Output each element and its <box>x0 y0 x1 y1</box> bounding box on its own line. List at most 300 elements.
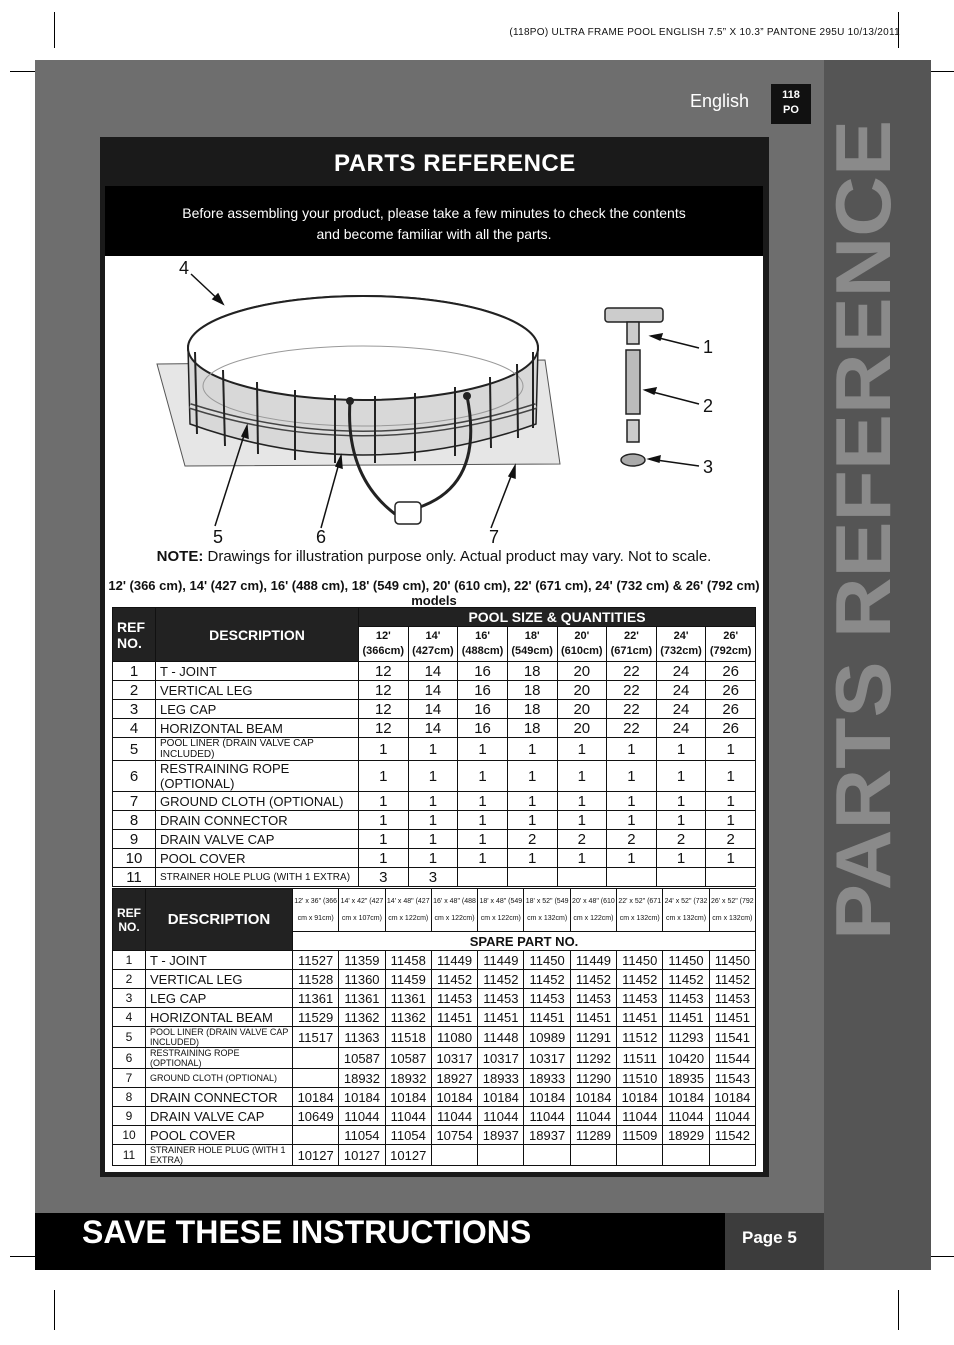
ref-cell: 5 <box>113 738 156 761</box>
description-cell: HORIZONTAL BEAM <box>146 1008 293 1027</box>
quantity-cell: 1 <box>557 811 607 830</box>
print-slug: (118PO) ULTRA FRAME POOL ENGLISH 7.5” X 10.3” PANTONE 295U 10/13/2011 <box>509 27 900 38</box>
size-line2: cm x 122cm) <box>388 915 429 922</box>
quantity-cell: 1 <box>458 849 508 868</box>
part-number-cell: 18932 <box>385 1069 431 1088</box>
part-number-cell: 11544 <box>709 1048 755 1069</box>
part-number-cell: 11511 <box>617 1048 663 1069</box>
part-number-cell: 11044 <box>524 1107 570 1126</box>
description-cell: RESTRAINING ROPE (OPTIONAL) <box>156 761 359 792</box>
part-number-cell: 11543 <box>709 1069 755 1088</box>
part-number-cell: 10989 <box>524 1027 570 1048</box>
size-ft: 22' <box>624 630 639 642</box>
quantity-cell: 16 <box>458 719 508 738</box>
quantity-cell: 20 <box>557 700 607 719</box>
part-number-cell: 11529 <box>293 1008 339 1027</box>
quantity-cell: 12 <box>359 681 409 700</box>
quantity-cell: 22 <box>607 681 657 700</box>
table-row <box>113 761 756 792</box>
quantity-cell: 2 <box>656 830 706 849</box>
pool-size-header: POOL SIZE & QUANTITIES <box>359 608 756 627</box>
size-ft: 20' <box>574 630 590 642</box>
quantity-cell: 18 <box>507 681 557 700</box>
quantity-cell <box>607 868 657 887</box>
size-line1: 14' x 42" (427 <box>340 898 384 905</box>
pool-size-column-header <box>557 627 607 662</box>
ref-cell: 7 <box>113 1069 146 1088</box>
size-line1: 18' x 52" (549 <box>525 898 569 905</box>
part-number-cell: 11450 <box>617 951 663 970</box>
part-number-cell: 11360 <box>339 970 385 989</box>
part-number-cell: 18929 <box>663 1126 709 1145</box>
quantity-cell: 1 <box>557 849 607 868</box>
quantity-cell: 14 <box>408 662 458 681</box>
language-label: English <box>690 91 750 111</box>
part-number-cell: 11451 <box>709 1008 755 1027</box>
part-number-cell <box>293 1069 339 1088</box>
part-number-cell: 11453 <box>524 989 570 1008</box>
part-number-cell: 11452 <box>431 970 477 989</box>
quantity-cell: 1 <box>359 811 409 830</box>
table-row <box>113 970 756 989</box>
quantity-cell: 1 <box>706 738 756 761</box>
quantity-cell: 1 <box>607 811 657 830</box>
quantity-cell: 26 <box>706 662 756 681</box>
size-line1: 18' x 48" (549 <box>479 898 523 905</box>
quantity-cell: 18 <box>507 700 557 719</box>
part-number-cell: 10184 <box>431 1088 477 1107</box>
quantity-cell: 1 <box>557 792 607 811</box>
quantity-cell: 1 <box>706 792 756 811</box>
table-row <box>113 738 756 761</box>
description-header: DESCRIPTION <box>156 608 359 662</box>
note-text: Drawings for illustration purpose only. Actual product may vary. Not to scale. <box>203 548 712 565</box>
quantity-cell: 16 <box>458 700 508 719</box>
quantity-cell <box>507 868 557 887</box>
part-number-cell: 11359 <box>339 951 385 970</box>
part-number-cell: 11452 <box>478 970 524 989</box>
quantity-cell: 24 <box>656 719 706 738</box>
table-row <box>113 830 756 849</box>
description-cell: POOL LINER (DRAIN VALVE CAP INCLUDED) <box>156 738 359 761</box>
part-number-cell: 10184 <box>524 1088 570 1107</box>
ref-cell: 2 <box>113 970 146 989</box>
quantity-cell: 24 <box>656 681 706 700</box>
quantity-cell: 1 <box>507 738 557 761</box>
ref-cell: 10 <box>113 1126 146 1145</box>
quantity-cell <box>656 868 706 887</box>
note <box>105 548 763 565</box>
description-cell: T - JOINT <box>146 951 293 970</box>
ref-header: REF NO. <box>113 608 156 662</box>
quantity-cell: 26 <box>706 719 756 738</box>
part-number-cell: 11528 <box>293 970 339 989</box>
table-row <box>113 989 756 1008</box>
size-ft: 26' <box>723 630 739 642</box>
description-cell: POOL COVER <box>146 1126 293 1145</box>
callout-5: 5 <box>213 527 224 547</box>
quantity-cell: 1 <box>408 811 458 830</box>
part-number-cell: 10127 <box>385 1145 431 1166</box>
part-number-cell: 11044 <box>617 1107 663 1126</box>
side-title <box>819 120 912 940</box>
part-number-cell <box>524 1145 570 1166</box>
part-number-cell: 10649 <box>293 1107 339 1126</box>
size-line1: 14' x 48" (427 <box>386 898 430 905</box>
part-number-cell: 11450 <box>709 951 755 970</box>
part-number-cell: 10754 <box>431 1126 477 1145</box>
quantity-cell: 14 <box>408 700 458 719</box>
quantity-cell: 1 <box>458 792 508 811</box>
size-line1: 26' x 52" (792 <box>710 898 754 905</box>
badge-line2: PO <box>783 104 799 116</box>
part-number-cell <box>478 1145 524 1166</box>
part-number-cell: 11453 <box>478 989 524 1008</box>
quantity-cell: 20 <box>557 681 607 700</box>
description-cell: HORIZONTAL BEAM <box>156 719 359 738</box>
part-number-cell: 11512 <box>617 1027 663 1048</box>
quantity-cell: 1 <box>607 792 657 811</box>
table-row <box>113 951 756 970</box>
description-cell: DRAIN CONNECTOR <box>156 811 359 830</box>
part-number-cell: 11453 <box>663 989 709 1008</box>
size-line1: 20' x 48" (610 <box>572 898 615 905</box>
quantity-cell: 1 <box>359 738 409 761</box>
part-number-cell: 11451 <box>478 1008 524 1027</box>
description-cell: LEG CAP <box>146 989 293 1008</box>
section-title: PARTS REFERENCE <box>334 150 576 177</box>
description-cell: T - JOINT <box>156 662 359 681</box>
size-line2: cm x 132cm) <box>712 915 753 922</box>
quantity-cell: 1 <box>507 792 557 811</box>
quantity-cell: 16 <box>458 681 508 700</box>
quantity-cell <box>706 868 756 887</box>
pool-size-column-header <box>709 889 755 932</box>
quantity-cell: 16 <box>458 662 508 681</box>
part-number-cell <box>431 1145 477 1166</box>
size-line2: cm x 132cm) <box>619 915 660 922</box>
quantity-cell: 2 <box>507 830 557 849</box>
size-ft: 16' <box>475 630 490 642</box>
quantity-cell: 1 <box>656 738 706 761</box>
part-number-cell: 10317 <box>478 1048 524 1069</box>
quantity-cell: 1 <box>359 830 409 849</box>
size-cm: (488cm) <box>461 645 504 657</box>
part-number-cell: 11054 <box>385 1126 431 1145</box>
quantities-table <box>112 607 756 887</box>
quantity-cell: 1 <box>458 811 508 830</box>
part-number-cell: 11451 <box>663 1008 709 1027</box>
callout-2: 2 <box>703 396 714 416</box>
table-row <box>113 1126 756 1145</box>
pump-icon <box>395 502 421 524</box>
size-ft: 24' <box>673 630 689 642</box>
quantity-cell: 1 <box>507 761 557 792</box>
part-number-cell: 18933 <box>478 1069 524 1088</box>
part-number-cell <box>293 1126 339 1145</box>
quantity-cell: 2 <box>706 830 756 849</box>
quantity-cell: 12 <box>359 700 409 719</box>
part-number-cell: 11518 <box>385 1027 431 1048</box>
ref-cell: 1 <box>113 662 156 681</box>
pool-size-column-header <box>507 627 557 662</box>
quantity-cell: 1 <box>557 738 607 761</box>
part-number-cell: 11451 <box>524 1008 570 1027</box>
ref-cell: 8 <box>113 1088 146 1107</box>
size-line2: cm x 91cm) <box>297 915 334 922</box>
pool-size-column-header <box>408 627 458 662</box>
size-line1: 24' x 52" (732 <box>664 898 708 905</box>
ref-cell: 4 <box>113 1008 146 1027</box>
part-number-cell: 11449 <box>431 951 477 970</box>
quantity-cell: 1 <box>656 811 706 830</box>
t-joint-icon <box>605 308 663 322</box>
part-number-cell: 10184 <box>293 1088 339 1107</box>
ref-cell: 2 <box>113 681 156 700</box>
description-cell: STRAINER HOLE PLUG (WITH 1 EXTRA) <box>146 1145 293 1166</box>
part-number-cell: 11044 <box>570 1107 616 1126</box>
ref-cell: 5 <box>113 1027 146 1048</box>
quantity-cell: 1 <box>458 830 508 849</box>
quantity-cell: 1 <box>359 761 409 792</box>
part-number-cell: 10184 <box>385 1088 431 1107</box>
footer-title: SAVE THESE INSTRUCTIONS <box>82 1214 532 1250</box>
part-number-cell: 11450 <box>524 951 570 970</box>
quantity-cell: 3 <box>359 868 409 887</box>
table-row <box>113 1048 756 1069</box>
ref-cell: 1 <box>113 951 146 970</box>
pool-size-column-header <box>359 627 409 662</box>
callout-3: 3 <box>703 457 714 477</box>
part-number-cell <box>570 1145 616 1166</box>
vertical-leg-icon <box>626 350 640 414</box>
page-number: Page 5 <box>742 1228 797 1247</box>
part-number-cell: 10184 <box>709 1088 755 1107</box>
description-cell: STRAINER HOLE PLUG (WITH 1 EXTRA) <box>156 868 359 887</box>
leg-cap-icon <box>621 454 645 466</box>
size-ft: 18' <box>524 630 540 642</box>
pool-size-column-header <box>656 627 706 662</box>
part-number-cell <box>617 1145 663 1166</box>
part-number-cell: 11044 <box>478 1107 524 1126</box>
size-cm: (427cm) <box>412 645 454 657</box>
pool-size-column-header <box>617 889 663 932</box>
part-number-cell: 11080 <box>431 1027 477 1048</box>
part-number-cell: 11510 <box>617 1069 663 1088</box>
size-cm: (671cm) <box>610 645 653 657</box>
quantity-cell: 14 <box>408 719 458 738</box>
part-number-cell: 18937 <box>524 1126 570 1145</box>
part-number-cell: 11452 <box>663 970 709 989</box>
part-number-cell: 11292 <box>570 1048 616 1069</box>
ref-cell: 3 <box>113 989 146 1008</box>
quantity-cell: 1 <box>507 811 557 830</box>
part-number-cell: 11293 <box>663 1027 709 1048</box>
part-number-cell: 11451 <box>431 1008 477 1027</box>
callout-6: 6 <box>316 527 327 547</box>
ref-cell: 8 <box>113 811 156 830</box>
intro-line2: and become familiar with all the parts. <box>316 226 552 242</box>
part-number-cell: 10317 <box>431 1048 477 1069</box>
part-number-cell: 11362 <box>385 1008 431 1027</box>
pool-size-column-header <box>385 889 431 932</box>
quantity-cell: 1 <box>656 792 706 811</box>
part-number-cell: 11452 <box>570 970 616 989</box>
size-cm: (549cm) <box>511 645 553 657</box>
size-line1: 22' x 52" (671 <box>618 898 662 905</box>
description-cell: POOL LINER (DRAIN VALVE CAP INCLUDED) <box>146 1027 293 1048</box>
part-number-cell: 11453 <box>431 989 477 1008</box>
pool-diagram <box>105 256 763 546</box>
ref-cell: 3 <box>113 700 156 719</box>
part-number-cell: 11451 <box>617 1008 663 1027</box>
table-row <box>113 1088 756 1107</box>
description-cell: RESTRAINING ROPE (OPTIONAL) <box>146 1048 293 1069</box>
pool-size-column-header <box>478 889 524 932</box>
part-number-cell: 11451 <box>570 1008 616 1027</box>
part-number-cell: 10127 <box>339 1145 385 1166</box>
ref-cell: 9 <box>113 830 156 849</box>
part-number-cell: 10317 <box>524 1048 570 1069</box>
part-number-cell: 11449 <box>478 951 524 970</box>
quantity-cell: 12 <box>359 662 409 681</box>
quantity-cell: 1 <box>706 849 756 868</box>
quantity-cell: 24 <box>656 662 706 681</box>
ref-cell: 7 <box>113 792 156 811</box>
table-row <box>113 681 756 700</box>
part-number-cell: 11448 <box>478 1027 524 1048</box>
part-number-cell: 11458 <box>385 951 431 970</box>
part-number-cell: 11362 <box>339 1008 385 1027</box>
part-number-cell: 11517 <box>293 1027 339 1048</box>
quantity-cell: 2 <box>557 830 607 849</box>
description-cell: DRAIN VALVE CAP <box>156 830 359 849</box>
quantity-cell <box>458 868 508 887</box>
pool-size-column-header <box>663 889 709 932</box>
description-cell: GROUND CLOTH (OPTIONAL) <box>146 1069 293 1088</box>
part-number-cell: 18932 <box>339 1069 385 1088</box>
description-cell: DRAIN CONNECTOR <box>146 1088 293 1107</box>
quantity-cell: 1 <box>607 738 657 761</box>
quantity-cell: 1 <box>507 849 557 868</box>
crop-mark <box>54 1290 55 1330</box>
part-number-cell: 11361 <box>293 989 339 1008</box>
size-line2: cm x 132cm) <box>665 915 707 922</box>
quantity-cell: 1 <box>359 792 409 811</box>
size-ft: 14' <box>425 630 441 642</box>
part-number-cell: 11361 <box>339 989 385 1008</box>
description-cell: LEG CAP <box>156 700 359 719</box>
size-ft: 12' <box>375 630 391 642</box>
note-label: NOTE: <box>156 548 204 565</box>
part-number-cell: 11044 <box>339 1107 385 1126</box>
callout-1: 1 <box>703 337 714 357</box>
ref-cell: 9 <box>113 1107 146 1126</box>
description-header: DESCRIPTION <box>146 889 293 951</box>
side-title-text: PARTS REFERENCE <box>819 178 907 940</box>
quantity-cell: 1 <box>706 761 756 792</box>
part-number-cell: 10420 <box>663 1048 709 1069</box>
quantity-cell: 18 <box>507 662 557 681</box>
table-row <box>113 849 756 868</box>
part-number-cell: 11363 <box>339 1027 385 1048</box>
part-number-cell: 11453 <box>709 989 755 1008</box>
quantity-cell: 1 <box>408 738 458 761</box>
part-number-cell: 11452 <box>709 970 755 989</box>
part-number-cell: 11453 <box>617 989 663 1008</box>
table-row <box>113 1145 756 1166</box>
pool-size-column-header <box>607 627 657 662</box>
part-number-cell: 11291 <box>570 1027 616 1048</box>
pool-size-column-header <box>431 889 477 932</box>
quantity-cell: 1 <box>408 761 458 792</box>
pool-size-column-header <box>458 627 508 662</box>
crop-mark <box>54 12 55 48</box>
size-cm: (792cm) <box>709 645 752 657</box>
part-number-cell: 18927 <box>431 1069 477 1088</box>
table-row <box>113 868 756 887</box>
quantity-cell: 1 <box>557 761 607 792</box>
part-number-cell: 18937 <box>478 1126 524 1145</box>
quantity-cell: 2 <box>607 830 657 849</box>
ref-cell: 6 <box>113 761 156 792</box>
size-line1: 12' x 36" (366 <box>294 898 338 905</box>
ref-cell: 11 <box>113 868 156 887</box>
quantity-cell: 26 <box>706 700 756 719</box>
part-number-cell: 11449 <box>570 951 616 970</box>
part-number-cell: 11044 <box>431 1107 477 1126</box>
quantity-cell: 22 <box>607 719 657 738</box>
table-row <box>113 662 756 681</box>
pool-size-column-header <box>339 889 385 932</box>
description-cell: POOL COVER <box>156 849 359 868</box>
quantity-cell: 18 <box>507 719 557 738</box>
crop-mark <box>898 1290 899 1330</box>
quantity-cell: 1 <box>408 792 458 811</box>
table-row <box>113 719 756 738</box>
part-number-cell: 10184 <box>570 1088 616 1107</box>
ref-cell: 4 <box>113 719 156 738</box>
part-number-cell: 11290 <box>570 1069 616 1088</box>
part-number-cell: 11044 <box>385 1107 431 1126</box>
ref-cell: 6 <box>113 1048 146 1069</box>
quantity-cell: 1 <box>656 849 706 868</box>
models-line: 12' (366 cm), 14' (427 cm), 16' (488 cm), 18' (549 cm), 20' (610 cm), 22' (671 cm), 24' (732 cm) & 26' (792 cm) models <box>108 578 760 608</box>
part-number-cell: 10587 <box>385 1048 431 1069</box>
quantity-cell: 24 <box>656 700 706 719</box>
size-cm: (366cm) <box>362 645 405 657</box>
model-badge <box>771 84 811 124</box>
part-number-cell: 11453 <box>570 989 616 1008</box>
callout-7: 7 <box>489 527 500 547</box>
part-number-cell: 11509 <box>617 1126 663 1145</box>
quantity-cell: 1 <box>706 811 756 830</box>
size-cm: (732cm) <box>660 645 702 657</box>
part-number-cell: 11459 <box>385 970 431 989</box>
part-number-cell: 18935 <box>663 1069 709 1088</box>
table-row <box>113 792 756 811</box>
description-cell: GROUND CLOTH (OPTIONAL) <box>156 792 359 811</box>
size-line1: 16' x 48" (488 <box>433 898 476 905</box>
quantity-cell: 1 <box>458 738 508 761</box>
part-number-cell: 11054 <box>339 1126 385 1145</box>
size-line2: cm x 122cm) <box>434 915 475 922</box>
table-row <box>113 1008 756 1027</box>
table-row <box>113 1069 756 1088</box>
size-line2: cm x 107cm) <box>341 915 382 922</box>
part-number-cell: 11542 <box>709 1126 755 1145</box>
table-row <box>113 1107 756 1126</box>
